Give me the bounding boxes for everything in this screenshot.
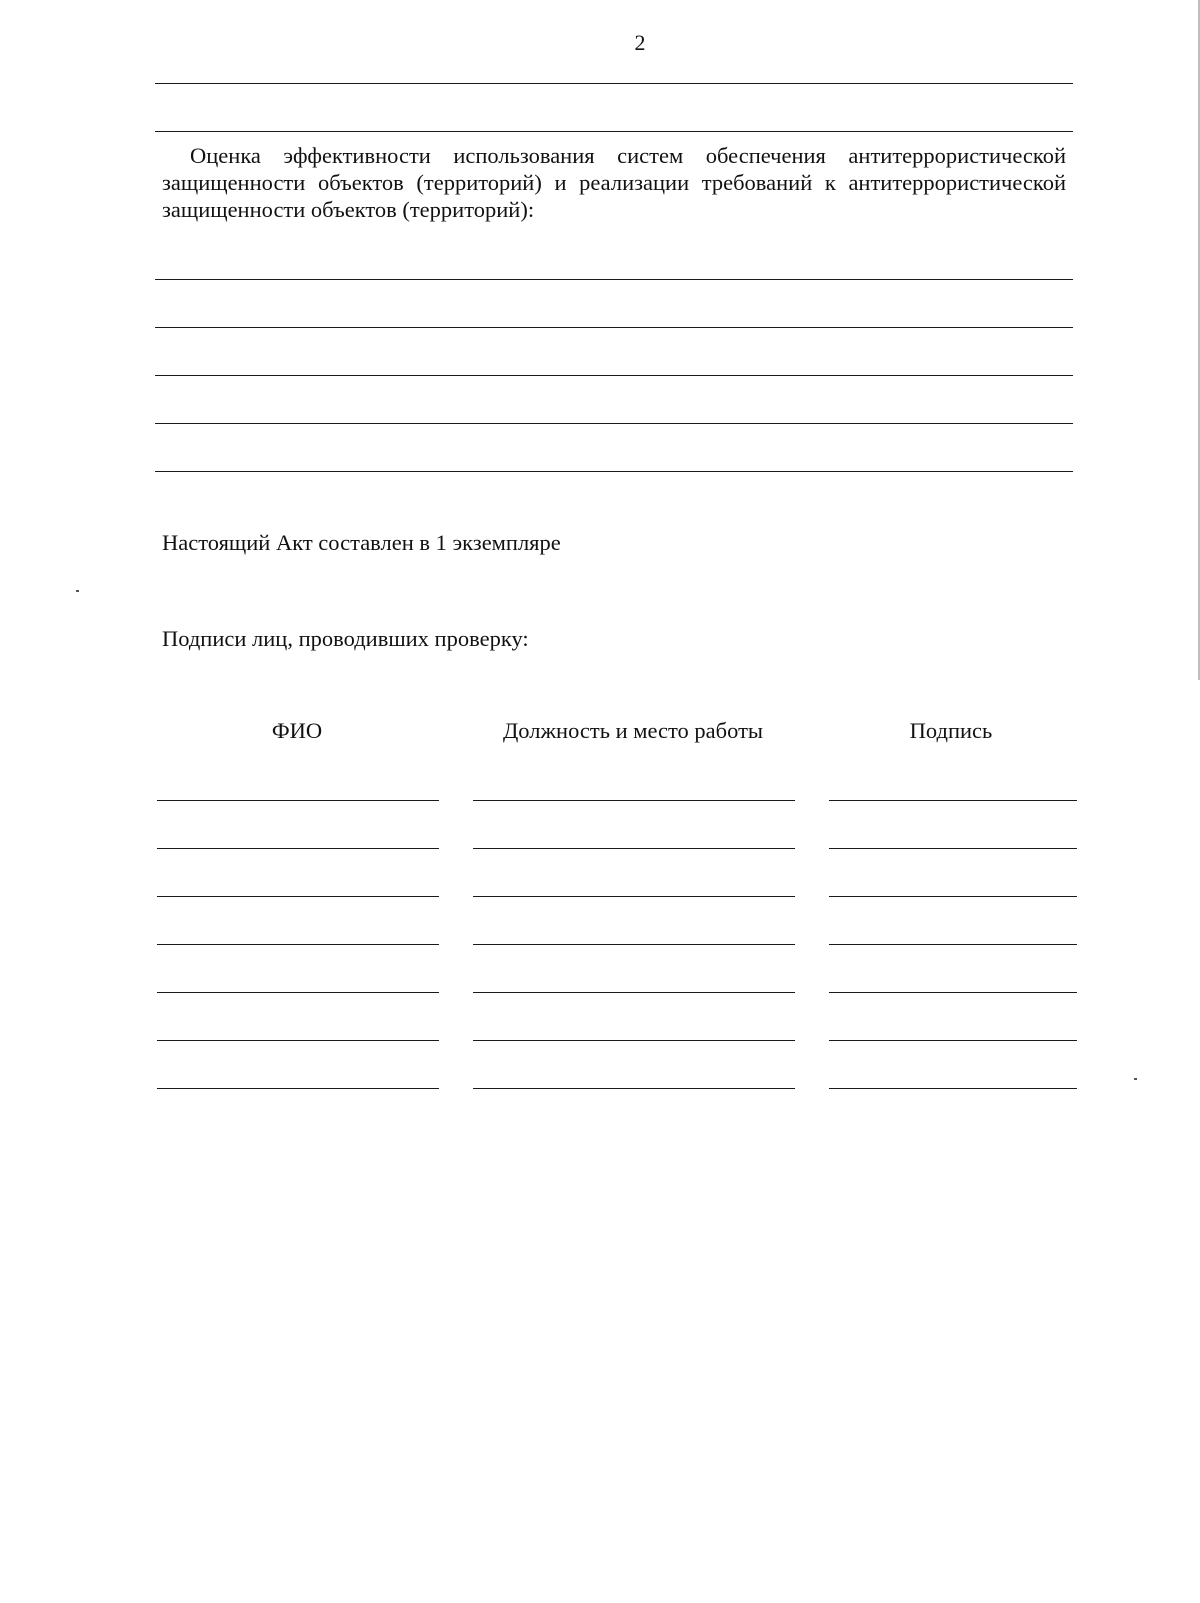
fio-blank-line <box>157 1040 439 1041</box>
blank-line <box>155 83 1073 84</box>
column-header-position: Должность и место работы <box>502 718 764 743</box>
scan-speck <box>76 590 79 592</box>
position-blank-line <box>473 944 795 945</box>
blank-line <box>155 131 1073 132</box>
signature-blank-line <box>829 1040 1077 1041</box>
position-blank-line <box>473 992 795 993</box>
assessment-paragraph: Оценка эффективности использования систем обеспечения антитеррористической защищенности объектов (территорий) и реализации требований к антитеррористической защищенности объектов (территорий): <box>162 143 1066 222</box>
blank-line <box>155 327 1073 328</box>
position-blank-line <box>473 800 795 801</box>
fio-blank-line <box>157 848 439 849</box>
fio-blank-line <box>157 1088 439 1089</box>
position-blank-line <box>473 896 795 897</box>
blank-line <box>155 279 1073 280</box>
position-blank-line <box>473 848 795 849</box>
signatures-heading: Подписи лиц, проводивших проверку: <box>162 626 529 651</box>
blank-line <box>155 471 1073 472</box>
signature-blank-line <box>829 848 1077 849</box>
column-header-fio: ФИО <box>271 718 323 743</box>
act-statement: Настоящий Акт составлен в 1 экземпляре <box>162 530 561 555</box>
signature-blank-line <box>829 1088 1077 1089</box>
page-number: 2 <box>634 30 646 55</box>
position-blank-line <box>473 1040 795 1041</box>
fio-blank-line <box>157 944 439 945</box>
signature-blank-line <box>829 800 1077 801</box>
blank-line <box>155 375 1073 376</box>
position-blank-line <box>473 1088 795 1089</box>
column-header-signature: Подпись <box>909 718 993 743</box>
scan-speck <box>1134 1078 1137 1080</box>
fio-blank-line <box>157 992 439 993</box>
signature-blank-line <box>829 896 1077 897</box>
blank-line <box>155 423 1073 424</box>
signature-blank-line <box>829 944 1077 945</box>
fio-blank-line <box>157 800 439 801</box>
signature-blank-line <box>829 992 1077 993</box>
fio-blank-line <box>157 896 439 897</box>
